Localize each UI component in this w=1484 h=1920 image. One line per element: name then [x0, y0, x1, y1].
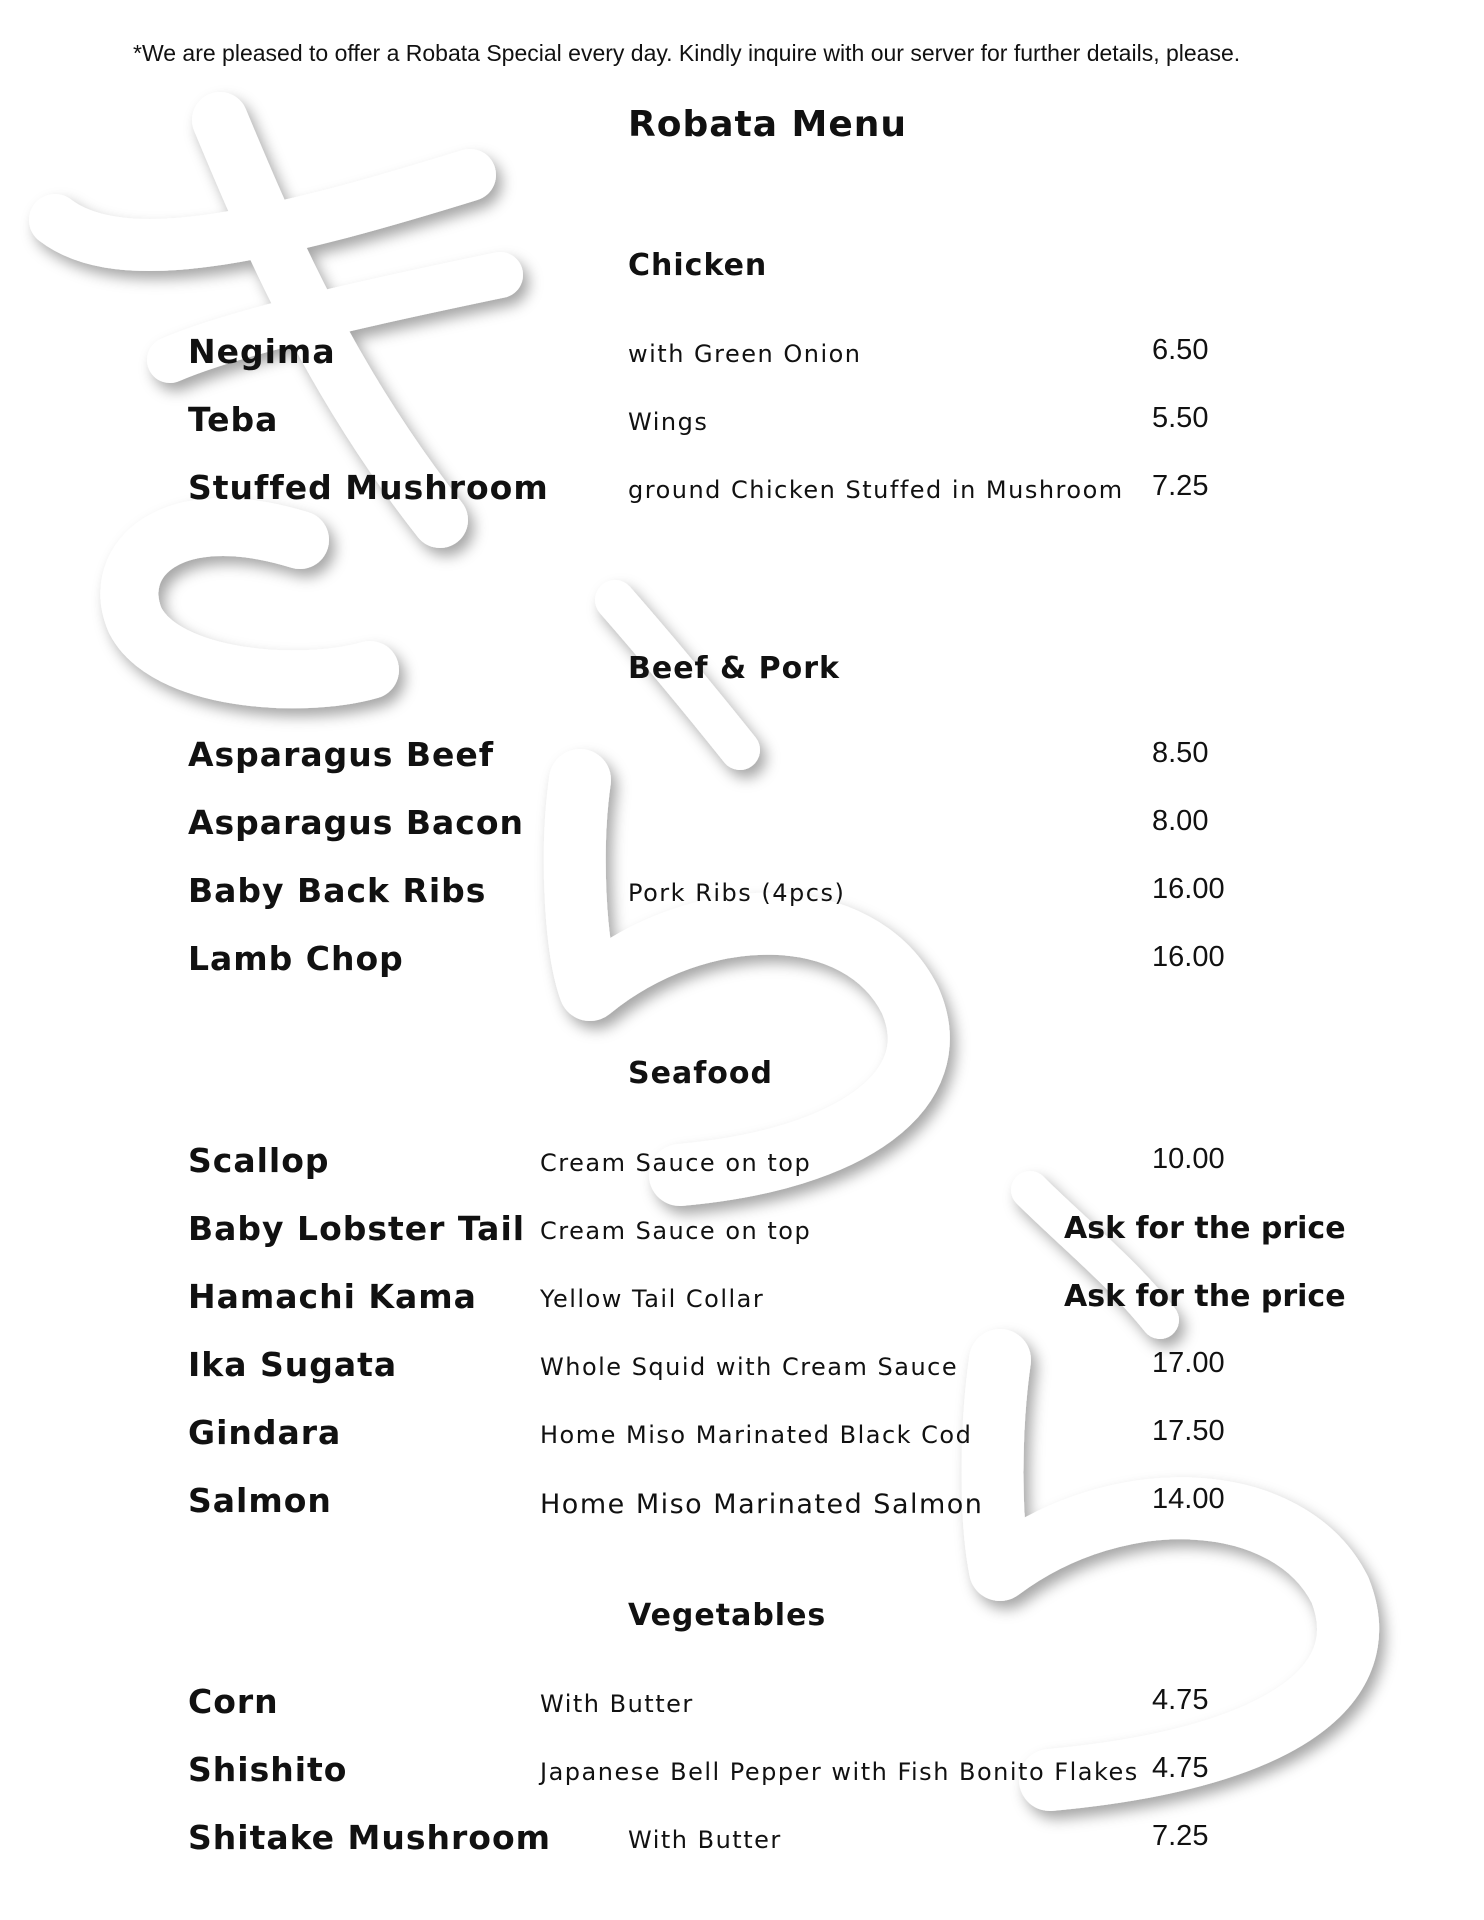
menu-item-description: Japanese Bell Pepper with Fish Bonito Flakes — [540, 1758, 1139, 1786]
menu-item-description: Cream Sauce on top — [540, 1217, 812, 1245]
menu-item-price: 17.50 — [1152, 1415, 1225, 1447]
menu-item-description: Home Miso Marinated Salmon — [540, 1489, 984, 1520]
menu-item-description: Whole Squid with Cream Sauce — [540, 1353, 959, 1381]
menu-item-name: Negima — [188, 332, 336, 371]
menu-item-name: Asparagus Beef — [188, 735, 495, 774]
menu-item-name: Stuffed Mushroom — [188, 468, 549, 507]
menu-item-price: 10.00 — [1152, 1143, 1225, 1175]
menu-item-price: 14.00 — [1152, 1483, 1225, 1515]
menu-item-description: ground Chicken Stuffed in Mushroom — [628, 476, 1124, 504]
menu-item-price: Ask for the price — [1064, 1279, 1346, 1314]
menu-item-price: Ask for the price — [1064, 1211, 1346, 1246]
menu-item-name: Teba — [188, 400, 279, 439]
section-heading: Seafood — [628, 1056, 773, 1091]
menu-item-name: Lamb Chop — [188, 939, 404, 978]
menu-item-name: Salmon — [188, 1481, 332, 1520]
menu-item-description: Yellow Tail Collar — [540, 1285, 765, 1313]
special-notice: *We are pleased to offer a Robata Special every day. Kindly inquire with our server for further details, please. — [133, 40, 1241, 66]
menu-item-price: 8.00 — [1152, 805, 1209, 837]
menu-item-price: 4.75 — [1152, 1684, 1209, 1716]
menu-item-name: Shishito — [188, 1750, 348, 1789]
section-heading: Beef & Pork — [628, 651, 841, 686]
menu-item-price: 4.75 — [1152, 1752, 1209, 1784]
menu-item-name: Ika Sugata — [188, 1345, 398, 1384]
menu-item-name: Hamachi Kama — [188, 1277, 477, 1316]
menu-item-name: Gindara — [188, 1413, 342, 1452]
menu-item-description: Pork Ribs (4pcs) — [628, 879, 846, 907]
menu-item-price: 6.50 — [1152, 334, 1209, 366]
menu-item-name: Shitake Mushroom — [188, 1818, 552, 1857]
menu-item-price: 7.25 — [1152, 1820, 1209, 1852]
menu-item-price: 16.00 — [1152, 873, 1225, 905]
menu-item-description: With Butter — [628, 1826, 782, 1854]
menu-item-name: Baby Back Ribs — [188, 871, 487, 910]
menu-item-description: Home Miso Marinated Black Cod — [540, 1421, 973, 1449]
menu-item-name: Corn — [188, 1682, 279, 1721]
menu-item-price: 8.50 — [1152, 737, 1209, 769]
menu-item-name: Scallop — [188, 1141, 330, 1180]
menu-item-name: Asparagus Bacon — [188, 803, 525, 842]
menu-item-price: 17.00 — [1152, 1347, 1225, 1379]
section-heading: Chicken — [628, 248, 768, 283]
menu-item-price: 5.50 — [1152, 402, 1209, 434]
section-heading: Vegetables — [628, 1598, 827, 1633]
menu-title: Robata Menu — [628, 104, 908, 145]
menu-item-description: with Green Onion — [628, 340, 862, 368]
menu-item-price: 7.25 — [1152, 470, 1209, 502]
menu-item-price: 16.00 — [1152, 941, 1225, 973]
menu-item-description: Cream Sauce on top — [540, 1149, 812, 1177]
menu-item-description: Wings — [628, 408, 709, 436]
menu-item-name: Baby Lobster Tail — [188, 1209, 526, 1248]
menu-item-description: With Butter — [540, 1690, 694, 1718]
